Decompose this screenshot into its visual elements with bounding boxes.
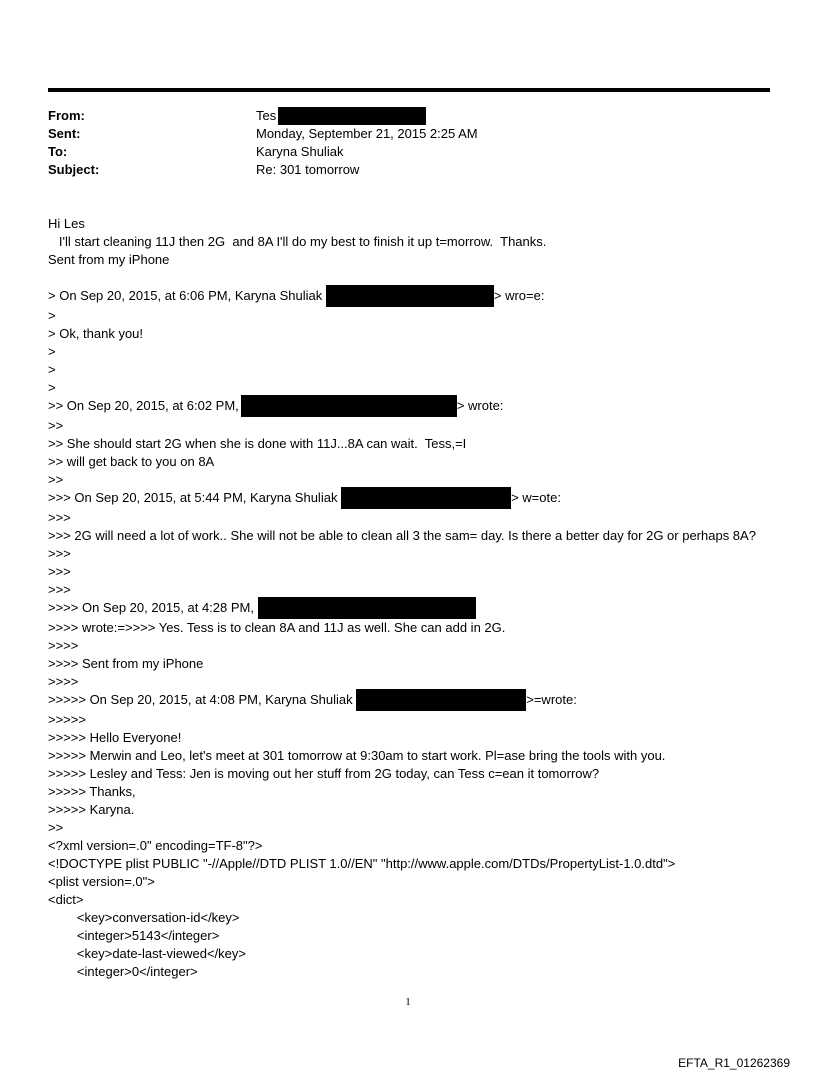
quote-text: >>>> On Sep 20, 2015, at 4:28 PM, — [48, 600, 254, 615]
quote-line: >>> — [48, 510, 71, 525]
subject-value: Re: 301 tomorrow — [256, 162, 360, 177]
to-value: Karyna Shuliak — [256, 144, 344, 159]
quote-line: > — [48, 344, 56, 359]
sent-value: Monday, September 21, 2015 2:25 AM — [256, 126, 478, 141]
quote-line: >>> — [48, 546, 71, 561]
xml-line: <?xml version=.0" encoding=TF-8"?> — [48, 838, 263, 853]
quote-line: >>>>> Hello Everyone! — [48, 730, 182, 745]
quote-line: >>> — [48, 582, 71, 597]
quote-line: >>>>> Lesley and Tess: Jen is moving out her stuff from 2G today, can Tess c=ean it tomorrow? — [48, 766, 600, 781]
quote-line: >>>>> Merwin and Leo, let's meet at 301 tomorrow at 9:30am to start work. Pl=ase bring the tools with you. — [48, 748, 666, 763]
quote-line — [48, 287, 788, 307]
redaction-block — [258, 597, 476, 619]
from-value — [256, 107, 426, 125]
quote-line: >>>>> Karyna. — [48, 802, 135, 817]
document-id: EFTA_R1_01262369 — [678, 1056, 790, 1070]
quote-line: >>>> Sent from my iPhone — [48, 656, 204, 671]
xml-line: <key>conversation-id</key> — [48, 910, 240, 925]
subject-label: Subject: — [48, 162, 100, 177]
header-rule — [48, 88, 770, 92]
email-body — [48, 215, 788, 981]
quote-line: > Ok, thank you! — [48, 326, 144, 341]
quote-text: >> On Sep 20, 2015, at 6:02 PM, — [48, 398, 239, 413]
quote-line: >>> 2G will need a lot of work.. She will not be able to clean all 3 the sam= day. Is there a better day for 2G or perhaps 8A? — [48, 528, 756, 543]
quote-text: >>>>> On Sep 20, 2015, at 4:08 PM, Karyna Shuliak — [48, 692, 357, 707]
quote-text: > w=ote: — [511, 490, 561, 505]
quote-line: > — [48, 308, 56, 323]
quote-text: >=wrote: — [526, 692, 577, 707]
quote-line — [48, 599, 788, 619]
quote-line: >> She should start 2G when she is done with 11J...8A can wait. Tess,=I — [48, 436, 467, 451]
redaction-block — [241, 395, 457, 417]
from-name: Tes — [256, 108, 277, 123]
quote-line — [48, 691, 788, 711]
redaction-block — [356, 689, 526, 711]
quote-line: >>> — [48, 564, 71, 579]
quote-line: >> will get back to you on 8A — [48, 454, 215, 469]
quote-text: >>> On Sep 20, 2015, at 5:44 PM, Karyna Shuliak — [48, 490, 342, 505]
quote-line — [48, 397, 788, 417]
redaction-block — [278, 107, 426, 125]
redaction-block — [341, 487, 511, 509]
body-line: Sent from my iPhone — [48, 252, 170, 267]
to-label: To: — [48, 144, 68, 159]
quote-line: >>>> — [48, 638, 79, 653]
quote-line: > — [48, 362, 56, 377]
quote-line: >>>> — [48, 674, 79, 689]
xml-line: <dict> — [48, 892, 84, 907]
xml-line: <plist version=.0"> — [48, 874, 155, 889]
quote-line — [48, 489, 788, 509]
redaction-block — [326, 285, 494, 307]
quote-line: > — [48, 380, 56, 395]
quote-line: >> — [48, 472, 64, 487]
quote-text: > wrote: — [456, 398, 504, 413]
page-number: 1 — [405, 996, 411, 1008]
xml-line: <integer>5143</integer> — [48, 928, 220, 943]
quote-line: >>>> wrote:=>>>> Yes. Tess is to clean 8A and 11J as well. She can add in 2G. — [48, 620, 506, 635]
xml-line: <integer>0</integer> — [48, 964, 198, 979]
from-label: From: — [48, 108, 85, 123]
greeting: Hi Les — [48, 216, 85, 231]
quote-text: > wro=e: — [493, 288, 545, 303]
quote-line: >>>>> — [48, 712, 86, 727]
quote-text: > On Sep 20, 2015, at 6:06 PM, Karyna Shuliak — [48, 288, 326, 303]
quote-line: >>>>> Thanks, — [48, 784, 136, 799]
sent-label: Sent: — [48, 126, 81, 141]
xml-line: <!DOCTYPE plist PUBLIC "-//Apple//DTD PLIST 1.0//EN" "http://www.apple.com/DTDs/PropertyList-1.0.dtd"> — [48, 856, 676, 871]
body-line: I'll start cleaning 11J then 2G and 8A I'll do my best to finish it up t=morrow. Thanks. — [48, 234, 547, 249]
quote-line: >> — [48, 820, 64, 835]
xml-line: <key>date-last-viewed</key> — [48, 946, 247, 961]
quote-line: >> — [48, 418, 64, 433]
